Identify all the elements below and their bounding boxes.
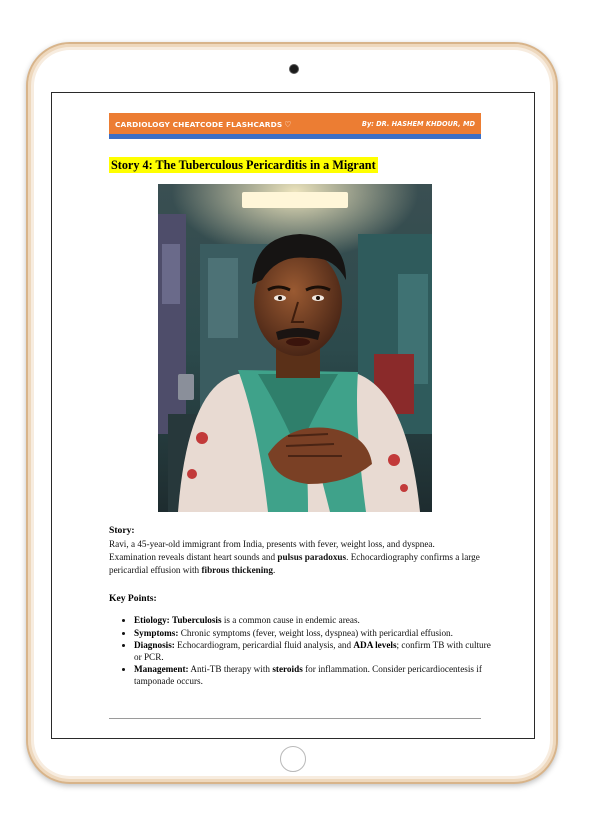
camera-icon (289, 64, 299, 74)
banner-author: By: DR. HASHEM KHDOUR, MD (361, 120, 475, 128)
heart-icon: ♡ (284, 120, 292, 129)
patient-illustration (158, 184, 432, 512)
story-title: Story 4: The Tuberculous Pericarditis in a Migrant (111, 158, 376, 172)
key-points-list (120, 615, 496, 688)
list-item: • Management: Anti-TB therapy with steroids for inflammation. Consider pericardiocentesis if tamponade occurs. (134, 664, 496, 687)
pulsus-paradoxus-term: pulsus paradoxus (277, 552, 347, 562)
story-label: Story: (109, 525, 135, 536)
list-item: • Diagnosis: Echocardiogram, pericardial fluid analysis, and ADA levels; confirm TB with culture or PCR. (134, 640, 496, 663)
tablet-screen (51, 92, 535, 739)
key-points-label: Key Points: (109, 593, 157, 604)
header-banner (109, 113, 481, 139)
divider (109, 718, 481, 719)
ceiling-light (242, 192, 348, 208)
home-button[interactable] (280, 746, 306, 772)
banner-title: CARDIOLOGY CHEATCODE FLASHCARDS ♡ (115, 120, 292, 129)
list-item: • Symptoms: Chronic symptoms (fever, weight loss, dyspnea) with pericardial effusion. (134, 628, 496, 640)
story-paragraph: Ravi, a 45-year-old immigrant from India, presents with fever, weight loss, and dyspnea. Examination reveals distant heart sounds and pulsus paradoxus. Echocardiography confirms a large pericardial effusion with fibrous thickening. (109, 539, 480, 575)
list-item: • Etiology: Tuberculosis is a common cause in endemic areas. (134, 615, 496, 627)
fibrous-thickening-term: fibrous thickening (201, 565, 274, 575)
